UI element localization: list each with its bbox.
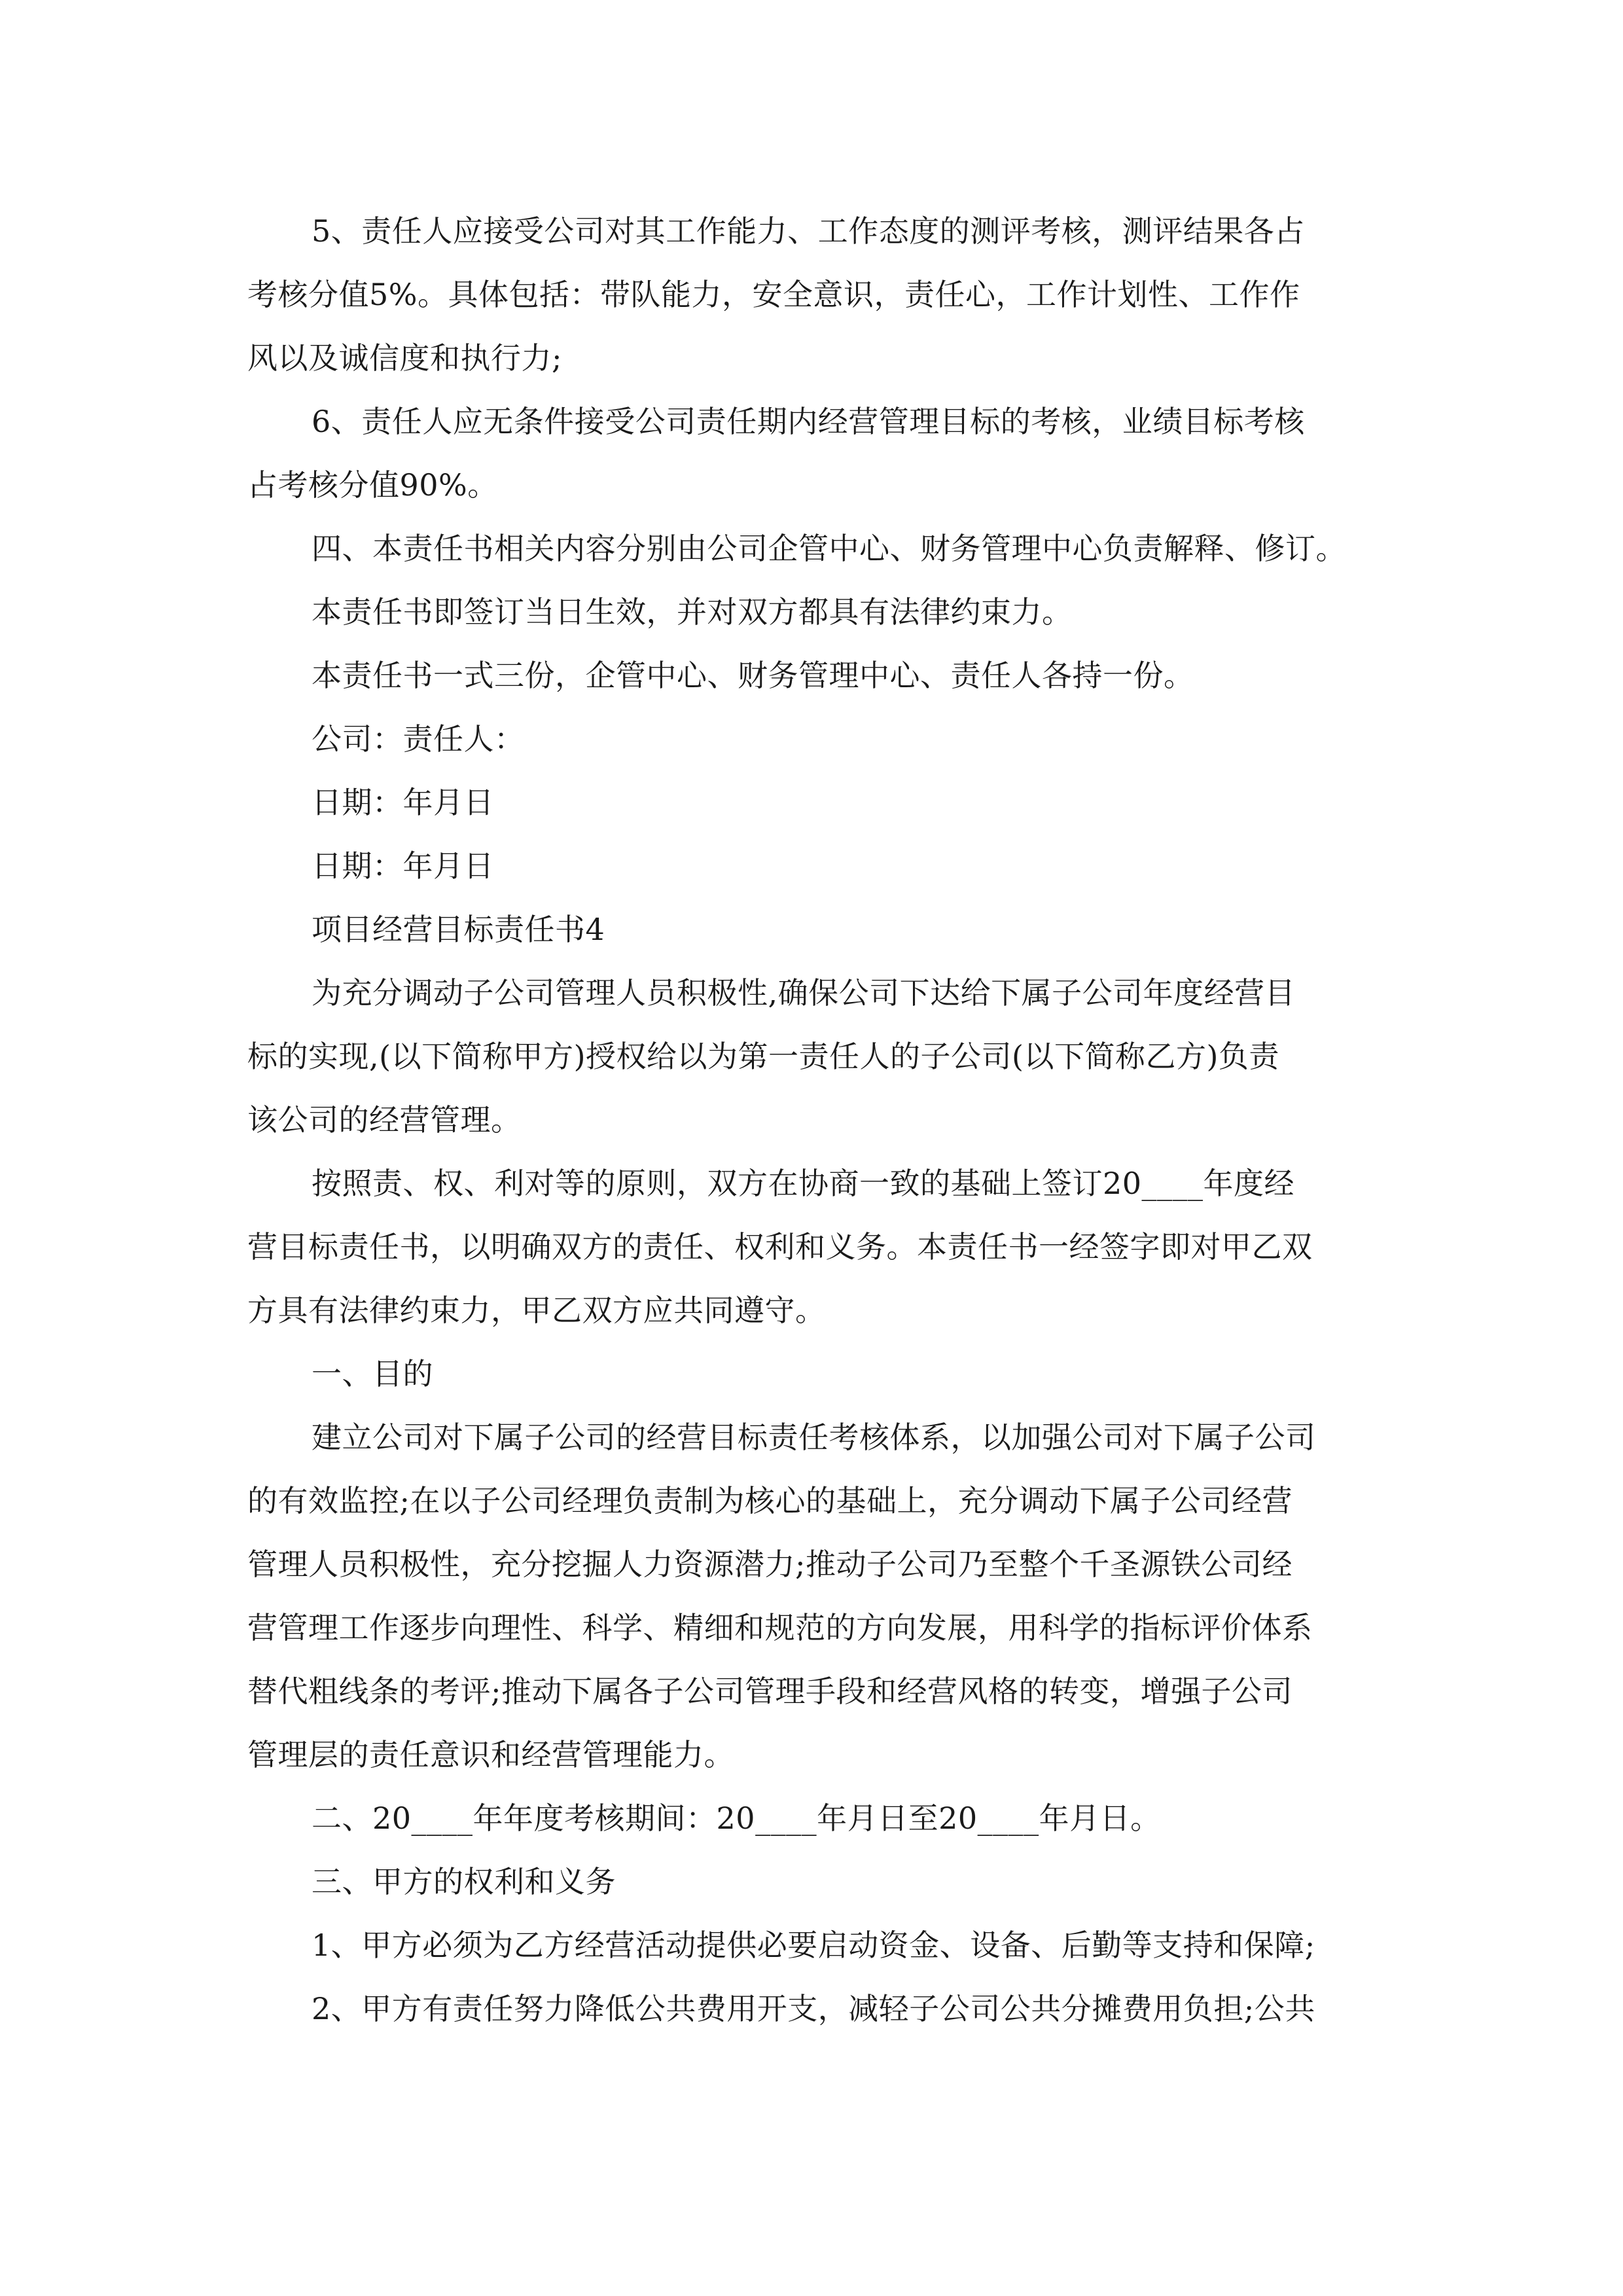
text-line: 四、本责任书相关内容分别由公司企管中心、财务管理中心负责解释、修订。 [312, 531, 1346, 566]
section-heading: 二、20____年年度考核期间：20____年月日至20____年月日。 [312, 1801, 1161, 1836]
text-line: 本责任书即签订当日生效，并对双方都具有法律约束力。 [312, 594, 1073, 630]
text-line: 建立公司对下属子公司的经营目标责任考核体系，以加强公司对下属子公司 [312, 1420, 1316, 1455]
section-heading: 一、目的 [312, 1356, 433, 1391]
signature-line: 公司：责任人： [312, 721, 525, 757]
text-line: 占考核分值90%。 [247, 467, 498, 503]
text-line: 为充分调动子公司管理人员积极性,确保公司下达给下属子公司年度经营目 [312, 975, 1296, 1011]
text-line: 2、甲方有责任努力降低公共费用开支，减轻子公司公共分摊费用负担;公共 [312, 1991, 1315, 2026]
text-line: 5、责任人应接受公司对其工作能力、工作态度的测评考核，测评结果各占 [312, 213, 1305, 249]
text-line: 营管理工作逐步向理性、科学、精细和规范的方向发展，用科学的指标评价体系 [247, 1610, 1313, 1645]
text-line: 管理层的责任意识和经营管理能力。 [247, 1737, 734, 1772]
text-line: 的有效监控;在以子公司经理负责制为核心的基础上，充分调动下属子公司经营 [247, 1483, 1293, 1518]
text-line: 标的实现,(以下简称甲方)授权给以为第一责任人的子公司(以下简称乙方)负责 [247, 1039, 1279, 1074]
text-line: 按照责、权、利对等的原则，双方在协商一致的基础上签订20____年度经 [312, 1166, 1295, 1201]
section-title: 项目经营目标责任书4 [312, 912, 605, 947]
text-line: 本责任书一式三份，企管中心、财务管理中心、责任人各持一份。 [312, 658, 1194, 693]
text-line: 方具有法律约束力，甲乙双方应共同遵守。 [247, 1293, 826, 1328]
text-line: 管理人员积极性，充分挖掘人力资源潜力;推动子公司乃至整个千圣源铁公司经 [247, 1547, 1293, 1582]
text-line: 替代粗线条的考评;推动下属各子公司管理手段和经营风格的转变，增强子公司 [247, 1674, 1293, 1709]
text-line: 风以及诚信度和执行力; [247, 340, 562, 376]
text-line: 营目标责任书，以明确双方的责任、权利和义务。本责任书一经签字即对甲乙双 [247, 1229, 1313, 1265]
document-body [247, 200, 1377, 2041]
text-line: 该公司的经营管理。 [247, 1102, 522, 1138]
date-line: 日期：年月日 [312, 785, 494, 820]
text-line: 1、甲方必须为乙方经营活动提供必要启动资金、设备、后勤等支持和保障; [312, 1928, 1315, 1963]
section-heading: 三、甲方的权利和义务 [312, 1864, 616, 1899]
text-line: 考核分值5%。具体包括：带队能力，安全意识，责任心，工作计划性、工作作 [247, 277, 1300, 312]
text-line: 6、责任人应无条件接受公司责任期内经营管理目标的考核，业绩目标考核 [312, 404, 1305, 439]
date-line: 日期：年月日 [312, 848, 494, 884]
